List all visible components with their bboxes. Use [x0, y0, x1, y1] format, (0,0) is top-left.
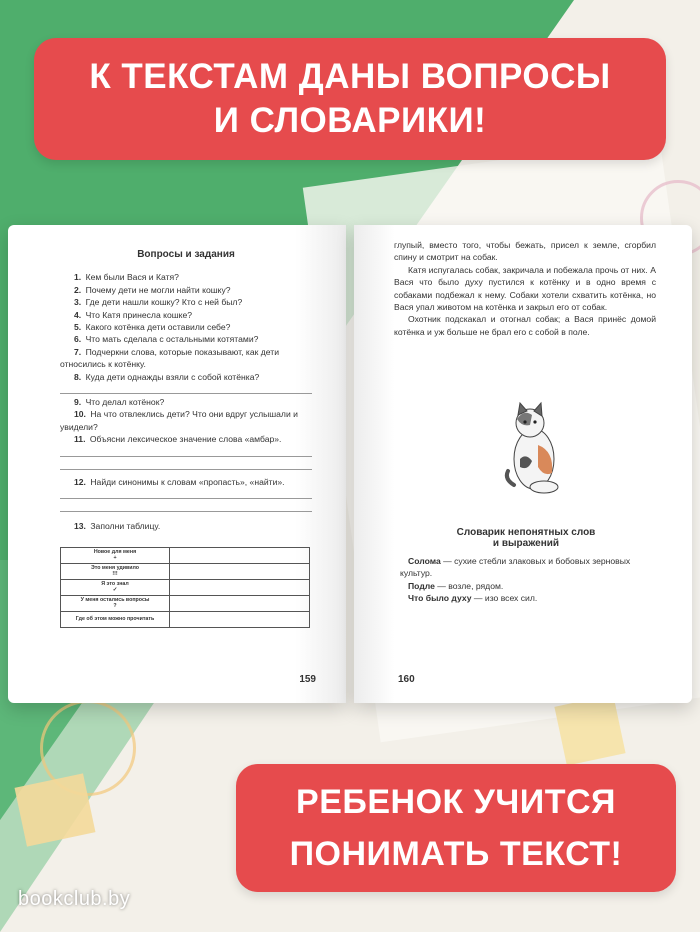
- open-book: [8, 215, 692, 713]
- top-banner-line-2: И СЛОВАРИКИ!: [213, 101, 487, 140]
- question-item: 5. Какого котёнка дети оставили себе?: [74, 322, 231, 333]
- answer-line: [60, 501, 312, 512]
- answer-line: [60, 383, 312, 394]
- left-page: [8, 225, 346, 703]
- page-number-left: 159: [299, 674, 316, 685]
- dictionary-entry: Подле — возле, рядом.: [408, 580, 504, 591]
- sticky-note-decoration: [15, 773, 96, 846]
- top-banner: [34, 38, 666, 160]
- questions-section: [60, 249, 312, 628]
- question-item: 12. Найди синонимы к словам «пропасть», «найти».: [74, 476, 285, 487]
- table-row: Я это знал ✓: [61, 579, 310, 595]
- story-text: [394, 239, 656, 338]
- story-paragraph: Катя испугалась собак, закричала и побежала прочь от них. А Вася что было духу пустился к котёнку и в одно время с собаками подбежал к нему. Собаки хотели схватить котёнка, но Вася упал животом на котёнка и закрыл его от собак.: [394, 264, 656, 313]
- question-item: 7. Подчеркни слова, которые показывают, как дети относились к котёнку.: [60, 346, 280, 370]
- dictionary-heading: Словарик непонятных слов и выражений: [456, 527, 596, 549]
- answer-line: [60, 446, 312, 457]
- top-banner-line-1: К ТЕКСТАМ ДАНЫ ВОПРОСЫ: [89, 57, 611, 96]
- question-item: 2. Почему дети не могли найти кошку?: [74, 284, 231, 295]
- watermark: bookclub.by: [18, 888, 131, 910]
- dictionary-section: [400, 527, 652, 605]
- story-paragraph: глупый, вместо того, чтобы бежать, присел к земле, сгорбил спину и смотрит на собак.: [394, 240, 656, 263]
- question-item: 1. Кем были Вася и Катя?: [74, 272, 179, 283]
- answer-line: [60, 459, 312, 470]
- right-page: [354, 225, 692, 703]
- table-row: Это меня удивило !!!: [61, 563, 310, 579]
- question-item: 3. Где дети нашли кошку? Кто с ней был?: [74, 297, 243, 308]
- question-item: 11. Объясни лексическое значение слова «амбар».: [74, 434, 282, 445]
- question-item: 10. На что отвлеклись дети? Что они вдруг услышали и увидели?: [60, 409, 298, 432]
- table-row: Новое для меня +: [61, 547, 310, 563]
- dictionary-entry: Солома — сухие стебли злаковых и бобовых зерновых культур.: [400, 556, 631, 579]
- page-number-right: 160: [398, 674, 415, 685]
- story-paragraph: Охотник подскакал и отогнал собак; а Вася принёс домой котёнка и уж больше не брал его с собой в поле.: [394, 314, 656, 337]
- questions-heading: Вопросы и задания: [137, 249, 235, 260]
- table-row: У меня остались вопросы ?: [61, 595, 310, 611]
- dictionary-entry: Что было духу — изо всех сил.: [408, 593, 538, 604]
- bottom-banner-line-2: ПОНИМАТЬ ТЕКСТ!: [289, 835, 623, 873]
- question-item: 6. Что мать сделала с остальными котятами?: [74, 334, 259, 345]
- table-row: Где об этом можно прочитать: [61, 611, 310, 627]
- question-item: 9. Что делал котёнок?: [74, 397, 165, 408]
- question-item: 8. Куда дети однажды взяли с собой котёнка?: [74, 371, 260, 382]
- question-item: 4. Что Катя принесла кошке?: [74, 309, 193, 320]
- bottom-banner: [236, 764, 676, 892]
- bottom-banner-line-1: РЕБЕНОК УЧИТСЯ: [296, 783, 616, 821]
- fill-in-table: [60, 547, 310, 628]
- answer-line: [60, 488, 312, 499]
- question-item: 13. Заполни таблицу.: [74, 521, 161, 532]
- cat-illustration: [500, 401, 570, 503]
